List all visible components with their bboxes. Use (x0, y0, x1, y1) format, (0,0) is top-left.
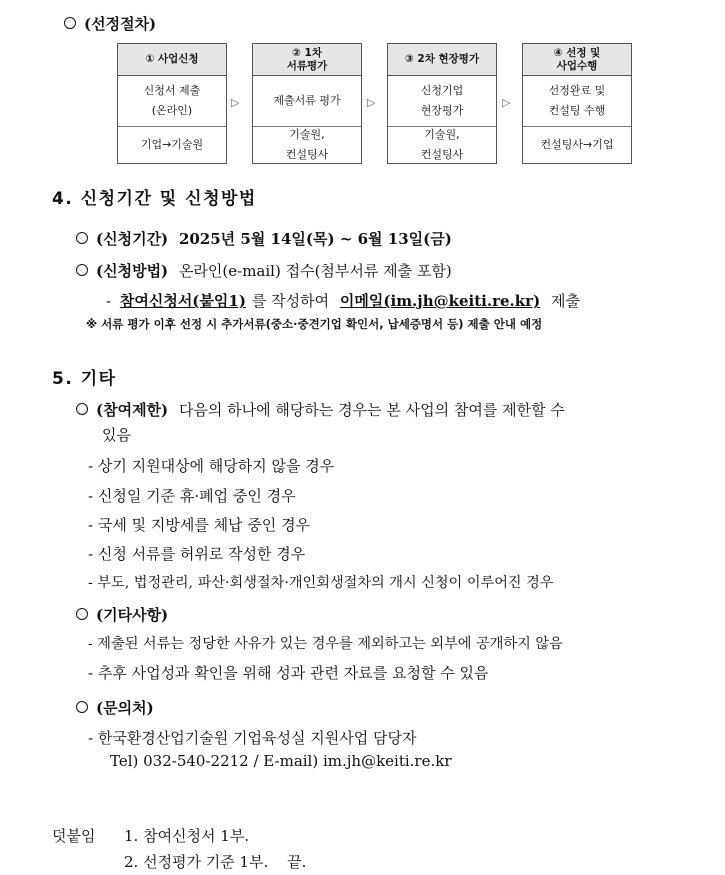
circle-bullet-icon (64, 17, 76, 29)
step-actor: 컨설팅사→기업 (540, 138, 614, 151)
arrow-right-icon: ▷ (502, 96, 511, 109)
attachment-item-1: 1. 참여신청서 1부. (124, 827, 250, 845)
circle-bullet-icon (76, 403, 88, 415)
restriction-item: - 신청일 기준 휴·폐업 중인 경우 (88, 487, 296, 505)
other-item: - 제출된 서류는 정당한 사유가 있는 경우를 제외하고는 외부에 공개하지 않음 (88, 636, 563, 652)
section-4-title: 4. 신청기간 및 신청방법 (52, 189, 257, 209)
end-mark: 끝. (287, 853, 307, 871)
step-desc: 신청서 제출 (온라인) (118, 76, 226, 127)
circle-bullet-icon (76, 232, 88, 244)
process-step-3 (387, 43, 497, 164)
circle-bullet-icon (76, 701, 88, 713)
step-desc: 제출서류 평가 (253, 76, 361, 127)
process-step-4 (522, 43, 632, 164)
circle-bullet-icon (76, 608, 88, 620)
section-5-title: 5. 기타 (52, 369, 117, 389)
participation-restriction: (참여제한) 다음의 하나에 해당하는 경우는 본 사업의 참여를 제한할 수 (76, 399, 565, 420)
step-title: ③ 2차 현장평가 (388, 44, 496, 76)
step-title: ① 사업신청 (118, 44, 226, 76)
additional-documents-note: ※ 서류 평가 이후 선정 시 추가서류(중소·중견기업 확인서, 납세증명서 등) 제출 안내 예정 (86, 317, 543, 331)
process-step-1 (117, 43, 227, 164)
process-step-2 (252, 43, 362, 164)
circle-bullet-icon (76, 264, 88, 276)
other-item: - 추후 사업성과 확인을 위해 성과 관련 자료를 요청할 수 있음 (88, 664, 489, 682)
step-title: ② 1차 서류평가 (253, 44, 361, 76)
attachments-label: 덧붙임 (52, 827, 96, 845)
restriction-item: - 국세 및 지방세를 체납 중인 경우 (88, 516, 311, 534)
restriction-item: - 상기 지원대상에 해당하지 않을 경우 (88, 457, 335, 475)
other-matters: (기타사항) (76, 604, 168, 625)
participation-restriction-cont: 있음 (102, 426, 131, 444)
contact-heading: (문의처) (76, 697, 154, 718)
application-method: (신청방법) 온라인(e-mail) 접수(첨부서류 제출 포함) (76, 260, 452, 281)
submission-instruction: - 참여신청서(붙임1) 를 작성하여 이메일(im.jh@keiti.re.kr) 제출 (106, 292, 580, 310)
arrow-right-icon: ▷ (367, 96, 376, 109)
restriction-item: - 부도, 법정관리, 파산·회생절차·개인회생절차의 개시 신청이 이루어진 경우 (88, 575, 554, 591)
contact-info: Tel) 032-540-2212 / E-mail) im.jh@keiti.re.kr (110, 752, 452, 770)
attachment-item-2: 2. 선정평가 기준 1부. 끝. (124, 853, 307, 871)
restriction-item: - 신청 서류를 허위로 작성한 경우 (88, 545, 306, 563)
arrow-right-icon: ▷ (231, 96, 240, 109)
contact-email-link[interactable]: 이메일(im.jh@keiti.re.kr) (339, 292, 541, 310)
step-actor: 기술원, 컨설팅사 (285, 128, 329, 161)
step-title: ④ 선정 및 사업수행 (523, 44, 631, 76)
step-desc: 신청기업 현장평가 (388, 76, 496, 127)
step-actor: 기술원, 컨설팅사 (420, 128, 464, 161)
step-actor: 기업→기술원 (140, 138, 204, 151)
application-period: (신청기간) 2025년 5월 14일(목) ~ 6월 13일(금) (76, 228, 452, 249)
step-desc: 선정완료 및 컨설팅 수행 (523, 76, 631, 127)
selection-heading: (선정절차) (64, 13, 156, 34)
contact-organization: - 한국환경산업기술원 기업육성실 지원사업 담당자 (88, 729, 417, 747)
